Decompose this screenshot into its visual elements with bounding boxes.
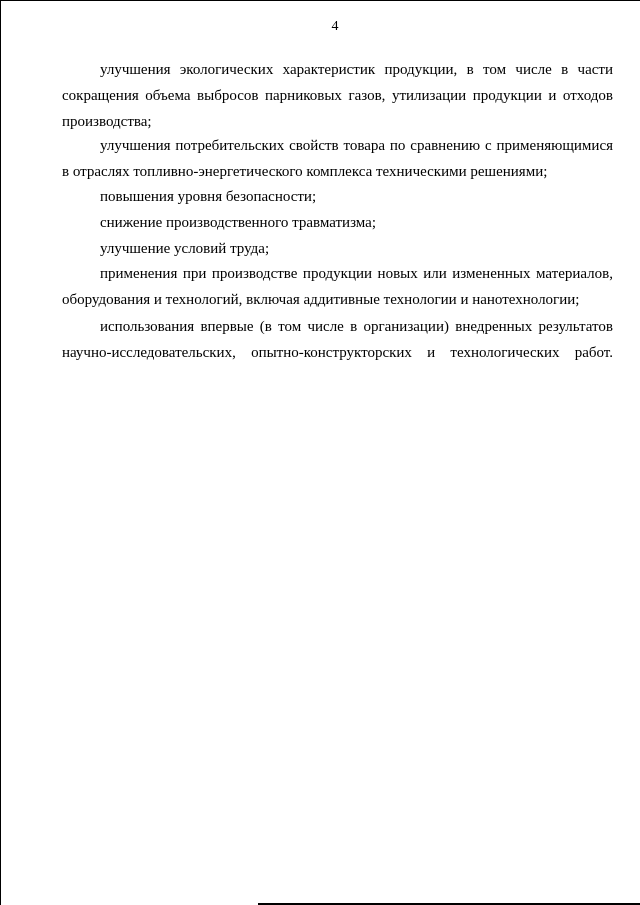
paragraph-consumer-properties: улучшения потребительских свойств товара по сравнению с применяющимися в отраслях топливно-энергетического комплекса техническими решениями;	[62, 138, 613, 180]
page-number: 4	[331, 19, 339, 34]
paragraph-ecological: улучшения экологических характеристик продукции, в том числе в части сокращения объема выбросов парниковых газов, утилизации продукции и отходов производства;	[62, 62, 613, 130]
scan-border-left	[0, 0, 1, 905]
paragraph-safety: повышения уровня безопасности;	[100, 189, 317, 205]
scan-border-top	[0, 0, 640, 1]
paragraph-new-materials: применения при производстве продукции новых или измененных материалов, оборудования и технологий, включая аддитивные технологии и нанотехнологии;	[62, 266, 613, 308]
paragraph-research-results: использования впервые (в том числе в организации) внедренных результатов научно-исследовательских, опытно-конструкторских и технологических работ.	[62, 319, 613, 361]
paragraph-working-conditions: улучшение условий труда;	[100, 241, 270, 257]
paragraph-injury-reduction: снижение производственного травматизма;	[100, 215, 376, 231]
